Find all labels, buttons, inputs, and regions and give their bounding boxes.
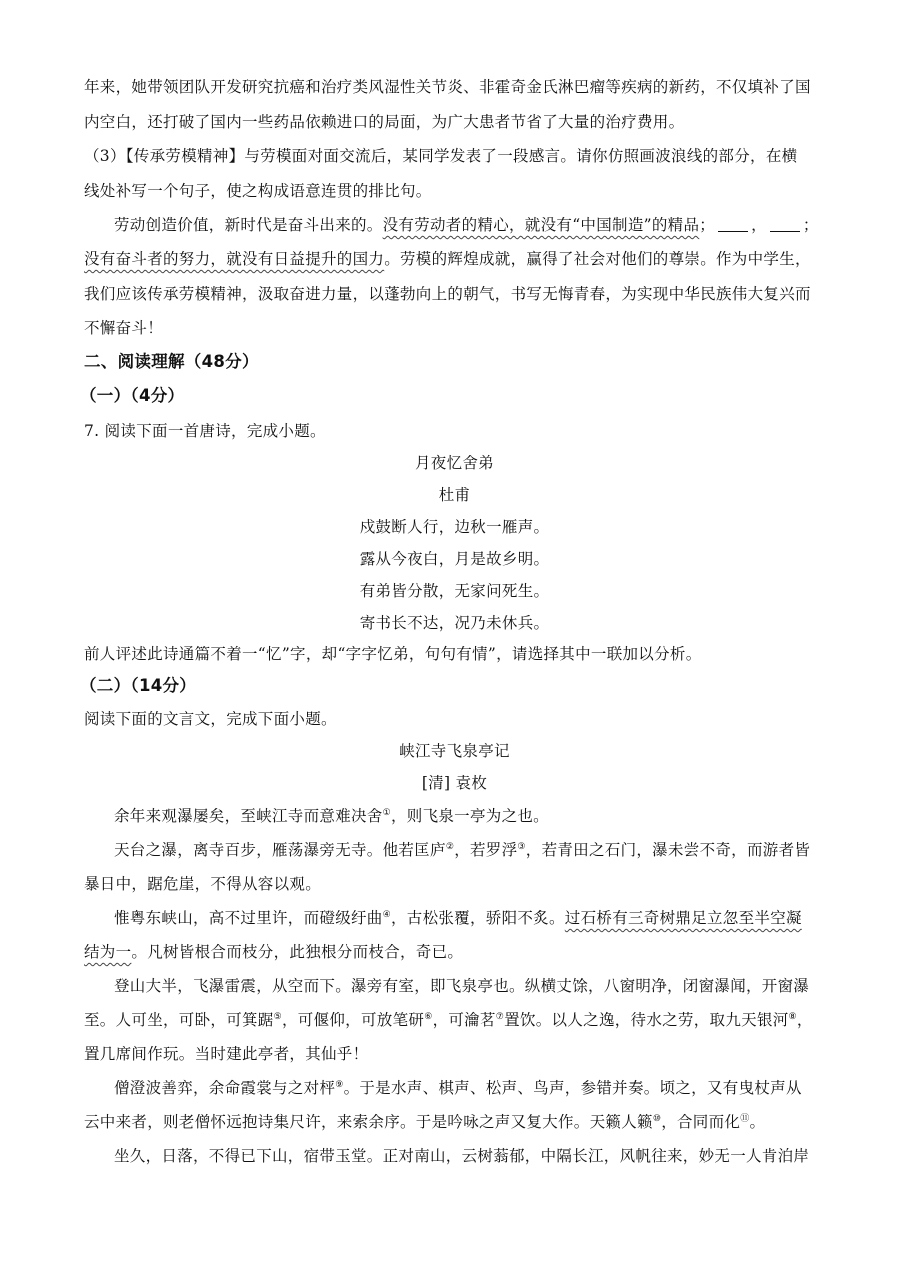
answer-paragraph-line: [114, 214, 819, 236]
text-span: 。凡树皆根合而枝分，此独根分而枝合，奇已。: [131, 943, 464, 961]
essay-title: 峡江寺飞泉亭记: [399, 742, 510, 760]
text-span: 至。人可坐，可卧，可箕踞: [84, 1011, 274, 1029]
essay-line: 登山大半，飞瀑雷震，从空而下。瀑旁有室，即飞泉亭也。纵横丈馀，八窗明净，闭窗瀑闻，开窗瀑: [114, 977, 810, 995]
wavy-underlined-sentence: 没有奋斗者的努力，就没有日益提升的国力: [84, 250, 385, 268]
text-span: 。于是水声、棋声、松声、鸟声，参错并奏。顷之，又有曳杖声从: [343, 1079, 802, 1097]
text-span: ；: [699, 216, 716, 234]
question-3-line: 线处补写一个句子，使之构成语意连贯的排比句。: [84, 182, 432, 200]
text-span: ，则飞泉一亭为之也。: [390, 807, 549, 825]
footnote-marker: ⑨: [335, 1079, 344, 1090]
subsection-heading: （二）（14分）: [80, 676, 197, 695]
answer-paragraph-line: 不懈奋斗！: [84, 319, 164, 337]
text-span: ，: [751, 216, 767, 234]
essay-line: [114, 805, 549, 827]
text-span: 。劳模的辉煌成就，赢得了社会对他们的尊崇。作为中学生，: [384, 250, 811, 268]
question-3-line: （3）【传承劳模精神】与劳模面对面交流后，某同学发表了一段感言。请你仿照画波浪线的部分，在横: [84, 147, 798, 165]
footnote-marker: ⑧: [788, 1011, 797, 1022]
text-span: ，合同而化: [661, 1113, 741, 1131]
essay-line: 暴日中，踞危崖，不得从容以观。: [84, 875, 322, 893]
essay-line: [84, 1111, 765, 1133]
footnote-marker: ⑥: [424, 1011, 433, 1022]
footnote-marker: ⑦: [495, 1011, 505, 1022]
text-span: ，: [796, 1011, 813, 1029]
wavy-underlined-sentence: 结为一: [84, 943, 132, 961]
subsection-heading: （一）（4分）: [80, 386, 185, 405]
reading-instruction: 阅读下面的文言文，完成下面小题。: [84, 710, 337, 728]
poem-line: 寄书长不达，况乃未休兵。: [359, 614, 550, 632]
poem-line: 露从今夜白，月是故乡明。: [359, 550, 550, 568]
section-heading: 二、阅读理解（48分）: [84, 352, 259, 371]
footnote-marker: ⑩: [652, 1113, 662, 1124]
text-span: 置饮。以人之逸，待水之劳，取九天银河: [504, 1011, 789, 1029]
poem-line: 有弟皆分散，无家问死生。: [359, 582, 550, 600]
text-span: 天台之瀑，离寺百步，雁荡瀑旁无寺。他若匡庐: [114, 841, 446, 859]
footnote-marker: ⑪: [740, 1113, 750, 1124]
footnote-marker: ⑤: [273, 1011, 282, 1022]
footnote-marker: ③: [517, 841, 526, 852]
answer-paragraph-line: 我们应该传承劳模精神，汲取奋进力量，以蓬勃向上的朝气，书写无悔青春，为实现中华民族伟大复兴而: [84, 285, 811, 303]
text-span: ，可偃仰，可放笔研: [281, 1011, 425, 1029]
footnote-marker: ④: [382, 909, 391, 920]
paragraph-line: 内空白，还打破了国内一些药品依赖进口的局面，为广大患者节省了大量的治疗费用。: [84, 113, 685, 131]
text-span: ；: [802, 216, 819, 234]
essay-line: [84, 1009, 813, 1031]
text-span: ，若青田之石门，瀑未尝不奇，而游者皆: [525, 841, 811, 859]
footnote-marker: ①: [382, 807, 391, 818]
wavy-underlined-sentence: 过石桥有三奇树鼎足立忽至半空凝: [564, 909, 802, 927]
footnote-marker: ②: [445, 841, 455, 852]
poem-title: 月夜忆舍弟: [414, 454, 494, 472]
poem-line: 戍鼓断人行，边秋一雁声。: [359, 518, 550, 536]
fill-in-blank[interactable]: [718, 215, 748, 232]
essay-line: [84, 941, 463, 963]
answer-paragraph-line: [84, 248, 811, 270]
text-span: 僧澄波善弈，余命霞裳与之对枰: [114, 1079, 336, 1097]
poem-author: 杜甫: [438, 486, 471, 504]
fill-in-blank[interactable]: [770, 215, 800, 232]
text-span: 云中来者，则老僧怀远抱诗集尺许，来索余序。于是吟咏之声又复大作。天籁人籁: [84, 1113, 653, 1131]
essay-line: [114, 839, 810, 861]
essay-line: [114, 1077, 802, 1099]
essay-line: [114, 907, 802, 929]
essay-line: 置几席间作玩。当时建此亭者，其仙乎！: [84, 1045, 369, 1063]
text-span: ，若罗浮: [454, 841, 518, 859]
text-span: ，古松张覆，骄阳不炙。: [390, 909, 565, 927]
text-span: 惟粤东峡山，高不过里许，而磴级纡曲: [114, 909, 383, 927]
text-span: 余年来观瀑屡矣，至峡江寺而意难决舍: [114, 807, 383, 825]
essay-line: 坐久，日落，不得已下山，宿带玉堂。正对南山，云树蓊郁，中隔长江，风帆往来，妙无一人肯泊岸: [114, 1147, 810, 1165]
essay-author: [清] 袁枚: [421, 774, 488, 792]
text-span: 劳动创造价值，新时代是奋斗出来的。: [114, 216, 383, 234]
text-span: ，可瀹茗: [432, 1011, 496, 1029]
question-7-stem: 7. 阅读下面一首唐诗，完成小题。: [84, 422, 326, 440]
wavy-underlined-sentence: 没有劳动者的精心，就没有“中国制造”的精品: [382, 216, 700, 234]
question-7-prompt: 前人评述此诗通篇不着一“忆”字，却“字字忆弟，句句有情”，请选择其中一联加以分析。: [84, 645, 702, 663]
paragraph-line: 年来，她带领团队开发研究抗癌和治疗类风湿性关节炎、非霍奇金氏淋巴瘤等疾病的新药，不仅填补了国: [84, 78, 811, 96]
text-span: 。: [749, 1113, 766, 1131]
